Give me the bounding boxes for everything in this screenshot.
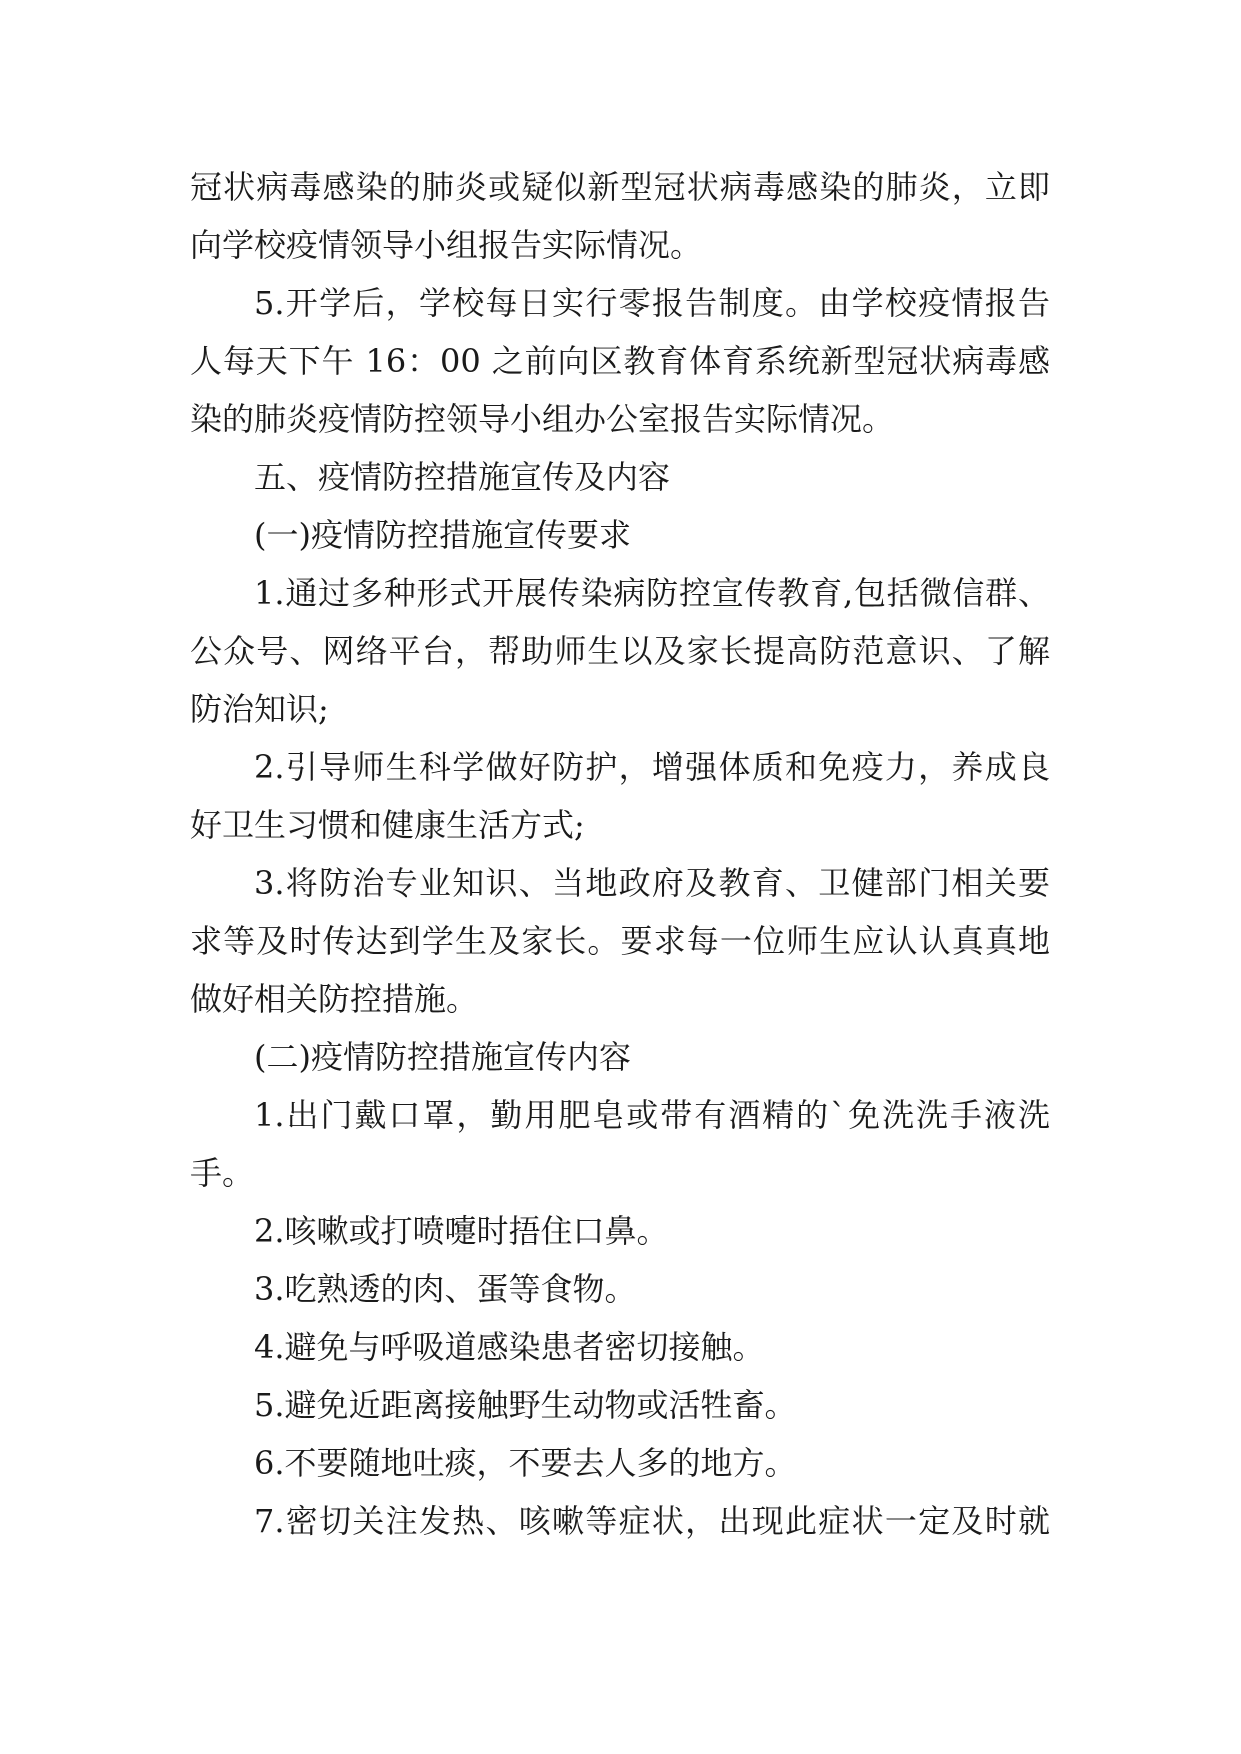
list-item: 7.密切关注发热、咳嗽等症状，出现此症状一定及时就 bbox=[254, 1502, 1050, 1540]
text-line: 2.引导师生科学做好防护，增强体质和免疫力，养成良 bbox=[254, 748, 1050, 786]
subsection-heading: (二)疫情防控措施宣传内容 bbox=[254, 1038, 631, 1076]
text-line: 1.通过多种形式开展传染病防控宣传教育,包括微信群、 bbox=[254, 574, 1050, 612]
list-item: 6.不要随地吐痰，不要去人多的地方。 bbox=[254, 1444, 797, 1482]
text-line: 公众号、网络平台，帮助师生以及家长提高防范意识、了解 bbox=[190, 632, 1050, 670]
text-line: 防治知识; bbox=[190, 690, 329, 728]
text-line: 手。 bbox=[190, 1154, 255, 1192]
text-line: 向学校疫情领导小组报告实际情况。 bbox=[190, 226, 703, 264]
text-line: 5.开学后，学校每日实行零报告制度。由学校疫情报告 bbox=[254, 284, 1050, 322]
list-item: 2.咳嗽或打喷嚏时捂住口鼻。 bbox=[254, 1212, 669, 1250]
text-line: 3.将防治专业知识、当地政府及教育、卫健部门相关要 bbox=[254, 864, 1050, 902]
text-line: 做好相关防控措施。 bbox=[190, 980, 479, 1018]
text-line: 人每天下午 16：00 之前向区教育体育系统新型冠状病毒感 bbox=[190, 342, 1050, 380]
section-heading: 五、疫情防控措施宣传及内容 bbox=[254, 458, 671, 496]
text-line: 冠状病毒感染的肺炎或疑似新型冠状病毒感染的肺炎，立即 bbox=[190, 168, 1050, 206]
list-item: 4.避免与呼吸道感染患者密切接触。 bbox=[254, 1328, 765, 1366]
text-line: 1.出门戴口罩，勤用肥皂或带有酒精的`免洗洗手液洗 bbox=[254, 1096, 1050, 1134]
text-line: 求等及时传达到学生及家长。要求每一位师生应认认真真地 bbox=[190, 922, 1050, 960]
subsection-heading: (一)疫情防控措施宣传要求 bbox=[254, 516, 631, 554]
text-line: 好卫生习惯和健康生活方式; bbox=[190, 806, 585, 844]
list-item: 5.避免近距离接触野生动物或活牲畜。 bbox=[254, 1386, 797, 1424]
list-item: 3.吃熟透的肉、蛋等食物。 bbox=[254, 1270, 637, 1308]
document-body bbox=[190, 158, 1050, 1550]
text-line: 染的肺炎疫情防控领导小组办公室报告实际情况。 bbox=[190, 400, 895, 438]
